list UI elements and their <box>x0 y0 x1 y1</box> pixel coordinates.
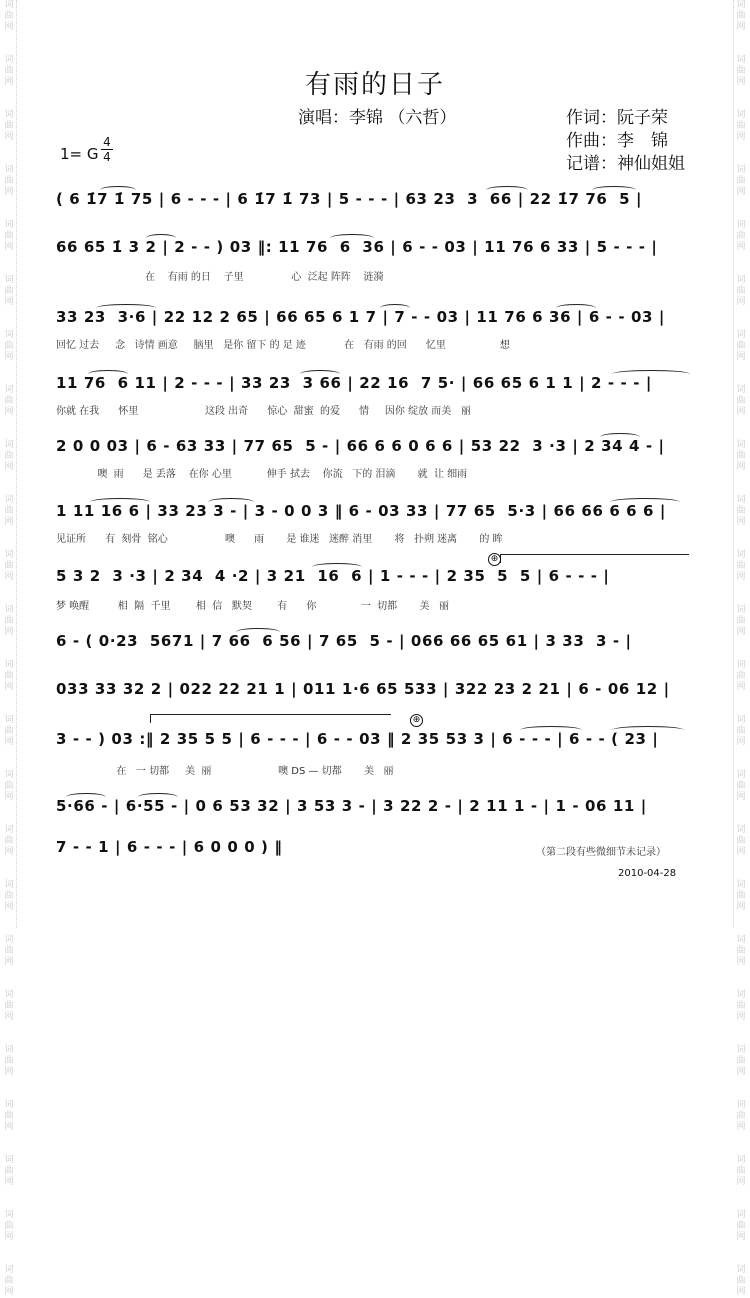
volta-bracket-2 <box>150 714 391 723</box>
score-line-5: 2 0 0 03 | 6 - 63 33 | 77 65 5 - | 66 6 6 0 6 6 | 53 22 3 ·3 | 2 34 4 - | <box>56 437 665 455</box>
volta-bracket-1 <box>500 554 689 563</box>
lyric-line-6: 见证所 有 刻骨 铭心 噢 雨 是 谁迷 迷醉 消里 将 扑朔 迷离 的 眸 <box>56 534 503 545</box>
composer-credit: 作曲：李 锦 <box>566 131 668 151</box>
song-title: 有雨的日子 <box>304 70 445 100</box>
slur-mark <box>312 563 362 571</box>
transcription-date: 2010-04-28 <box>618 868 677 879</box>
slur-mark <box>612 370 690 378</box>
transcriber-credit: 记谱：神仙姐姐 <box>566 154 685 174</box>
score-line-7: 5 3 2 3 ·3 | 2 34 4 ·2 | 3 21 16 6 | 1 - - - | 2 35 5 5 | 6 - - - | <box>56 567 610 585</box>
slur-mark <box>380 304 410 312</box>
slur-mark <box>66 793 106 801</box>
coda-icon: ⊕ <box>488 553 501 566</box>
singer-credit: 演唱：李锦 （六哲） <box>298 108 457 128</box>
time-signature-top: 4 <box>103 135 111 149</box>
slur-mark <box>612 726 684 734</box>
score-line-9: 033 33 32 2 | 022 22 21 1 | 011 1·6 65 533 | 322 23 2 21 | 6 - 06 12 | <box>56 680 670 698</box>
lyric-line-2: 在 有雨 的日 子里 心 泛起 阵阵 涟漪 <box>56 272 384 283</box>
slur-mark <box>330 234 374 242</box>
slur-mark <box>610 498 680 506</box>
slur-mark <box>208 498 254 506</box>
score-line-10: 3 - - ) 03 :‖ 2 35 5 5 | 6 - - - | 6 - - 03 ‖ 2 35 53 3 | 6 - - - | 6 - - ( 23 | <box>56 730 659 748</box>
slur-mark <box>146 234 176 242</box>
slur-mark <box>520 726 582 734</box>
lyric-line-7: 梦 唤醒 相 隔 千里 相 信 默契 有 你 一 切都 美 丽 <box>56 601 449 612</box>
watermark-right: 词 曲 网 词 曲 网 词 曲 网 词 曲 网 词 曲 网 词 曲 网 词 曲 网 词 曲 网 词 曲 网 词 曲 网 词 曲 网 词 曲 网 词 曲 网 词 曲 网 词 曲 网 词 曲 网 词 曲 网 词 曲 网 词 曲 网 词 曲 网 词 曲 网 词 曲 网 词 曲 网 词 曲 网 <box>733 0 748 928</box>
time-signature <box>101 136 113 163</box>
lyric-line-5: 噢 雨 是 丢落 在你 心里 伸手 拭去 你流 下的 泪滴 就 让 细雨 <box>56 469 468 480</box>
slur-mark <box>96 304 156 312</box>
slur-mark <box>592 186 636 194</box>
slur-mark <box>300 370 340 378</box>
slur-mark <box>88 370 128 378</box>
score-line-1: ( 6 1̇7 1̇ 75 | 6 - - - | 6 1̇7 1̇ 73 | 5 - - - | 63 23 3 66 | 22 1̇7 76 5 | <box>56 190 643 208</box>
transcription-note: （第二段有些微细节未记录） <box>536 847 666 858</box>
slur-mark <box>236 628 280 636</box>
slur-mark <box>138 793 178 801</box>
score-line-12: 7 - - 1 | 6 - - - | 6 0 0 0 ) ‖ <box>56 838 283 856</box>
score-line-3: 33 23 3·6 | 22 12 2 65 | 66 65 6 1 7 | 7 - - 03 | 11 76 6 36 | 6 - - 03 | <box>56 308 665 326</box>
slur-mark <box>600 433 640 441</box>
score-line-4: 11 76 6 11 | 2 - - - | 33 23 3 66 | 22 16 7 5· | 66 65 6 1 1 | 2 - - - | <box>56 374 652 392</box>
lyricist-credit: 作词：阮子荣 <box>566 108 668 128</box>
key-signature: 1= G <box>60 145 99 163</box>
score-line-11: 5·66 - | 6·55 - | 0 6 53 32 | 3 53 3 - | 3 22 2 - | 2 11 1 - | 1 - 06 11 | <box>56 797 647 815</box>
slur-mark <box>486 186 528 194</box>
coda-icon: ⊕ <box>410 714 423 727</box>
slur-mark <box>90 498 150 506</box>
lyric-line-10: 在 一 切都 美 丽 噢 DS — 切都 美 丽 <box>56 766 394 777</box>
time-signature-bottom: 4 <box>103 150 111 164</box>
score-line-2: 66 65 1̇ 3 2 | 2 - - ) 03 ‖: 11 76 6 36 | 6 - - 03 | 11 76 6 33 | 5 - - - | <box>56 238 658 256</box>
lyric-line-4: 你就 在我 怀里 这段 出奇 惊心 甜蜜 的爱 情 因你 绽放 而美 丽 <box>56 406 471 417</box>
lyric-line-3: 回忆 过去 念 诗情 画意 脑里 是你 留下 的 足 迹 在 有雨 的回 忆里 想 <box>56 340 510 351</box>
score-line-8: 6 - ( 0·23 5671 | 7 66 6 56 | 7 65 5 - | 066 66 65 61 | 3 33 3 - | <box>56 632 632 650</box>
score-line-6: 1 11 16 6 | 33 23 3 - | 3 - 0 0 3 ‖ 6 - 03 33 | 77 65 5·3 | 66 66 6 6 6 | <box>56 502 666 520</box>
slur-mark <box>556 304 596 312</box>
slur-mark <box>100 186 136 194</box>
watermark-left: 词 曲 网 词 曲 网 词 曲 网 词 曲 网 词 曲 网 词 曲 网 词 曲 网 词 曲 网 词 曲 网 词 曲 网 词 曲 网 词 曲 网 词 曲 网 词 曲 网 词 曲 网 词 曲 网 词 曲 网 词 曲 网 词 曲 网 词 曲 网 词 曲 网 词 曲 网 词 曲 网 词 曲 网 <box>2 0 17 928</box>
